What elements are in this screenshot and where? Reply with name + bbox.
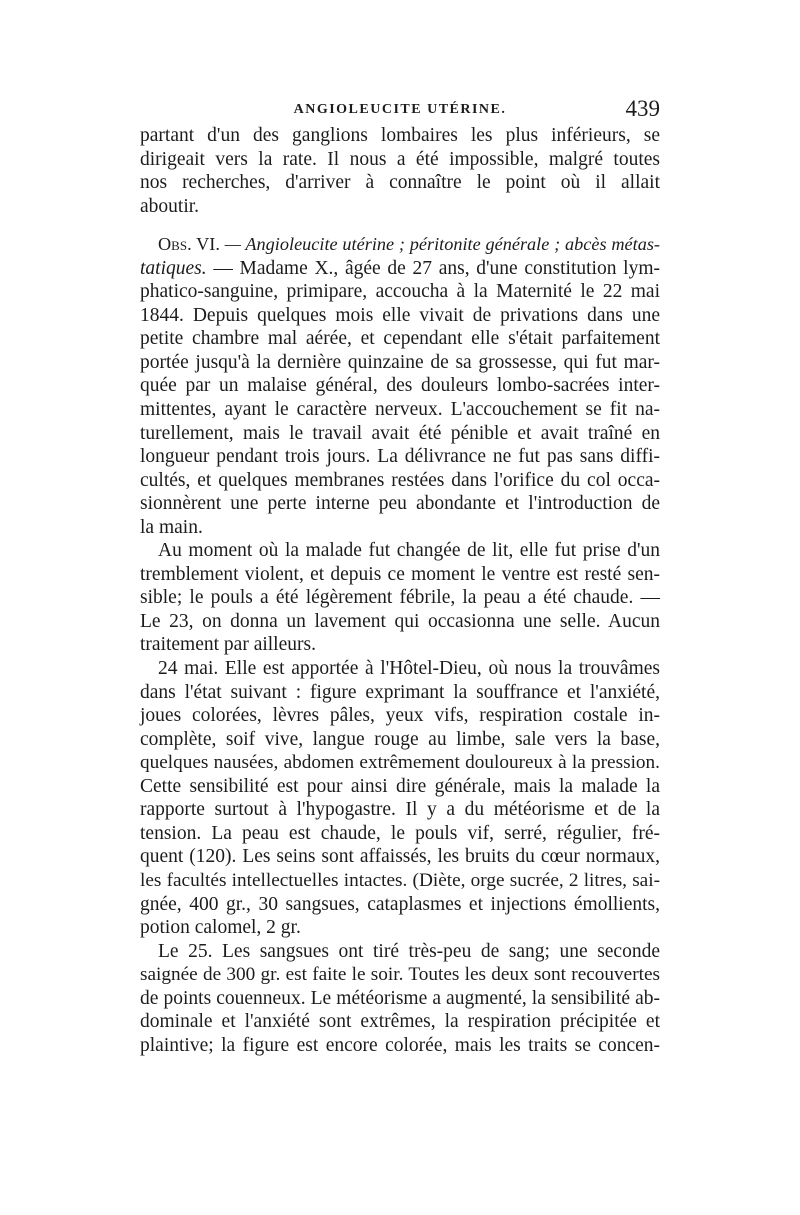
- text-line: Au moment où la malade fut changée de lit, elle fut prise d'un: [158, 540, 660, 562]
- text-line: aboutir.: [140, 195, 200, 217]
- text-line: turellement, mais le travail avait été pénible et avait traîné en: [140, 422, 660, 444]
- paragraph-gap: [140, 218, 660, 233]
- text-line: partant d'un des ganglions lombaires les plus inférieurs, se: [140, 125, 660, 146]
- text-line: les facultés intellectuelles intactes. (Diète, orge sucrée, 2 litres, sai-: [140, 869, 660, 891]
- page-number: 439: [625, 96, 660, 121]
- text-line: complète, soif vive, langue rouge au limbe, sale vers la base,: [140, 728, 660, 750]
- text-line: tension. La peau est chaude, le pouls vif, serré, régulier, fré-: [140, 822, 660, 844]
- text-line: rapporte surtout à l'hypogastre. Il y a du météorisme et de la: [140, 799, 660, 821]
- observation-title-end: tatiques.: [140, 257, 207, 279]
- text-line: gnée, 400 gr., 30 sangsues, cataplasmes et injections émollients,: [140, 893, 660, 915]
- paragraph: [140, 539, 660, 657]
- page-body: [140, 124, 660, 1057]
- text-line: mittentes, ayant le caractère nerveux. L'accouchement se fit na-: [140, 399, 660, 421]
- text-line: dans l'état suivant : figure exprimant la souffrance et l'anxiété,: [140, 681, 660, 703]
- paragraph-continuation: [140, 124, 660, 218]
- paragraph: [140, 940, 660, 1058]
- text-line: cultés, et quelques membranes restées dans l'orifice du col occa-: [140, 469, 660, 491]
- text-line: 24 mai. Elle est apportée à l'Hôtel-Dieu, où nous la trouvâmes: [158, 658, 660, 680]
- text-line: plaintive; la figure est encore colorée, mais les traits se concen-: [140, 1034, 660, 1056]
- text-line: sible; le pouls a été légèrement fébrile, la peau a été chaude. —: [140, 587, 660, 609]
- text-line: dirigeait vers la rate. Il nous a été impossible, malgré toutes: [140, 148, 660, 170]
- text-line: 1844. Depuis quelques mois elle vivait de privations dans une: [140, 304, 660, 326]
- text-line: quent (120). Les seins sont affaissés, les bruits du cœur normaux,: [140, 846, 660, 868]
- text-line: saignée de 300 gr. est faite le soir. Toutes les deux sont recouvertes: [140, 964, 660, 986]
- text-line: Le 25. Les sangsues ont tiré très-peu de sang; une seconde: [158, 940, 660, 962]
- text-line: phatico-sanguine, primipare, accoucha à la Maternité le 22 mai: [140, 281, 660, 303]
- observation-label: Obs. VI.: [158, 234, 220, 255]
- paragraph: [140, 657, 660, 940]
- text-line: petite chambre mal aérée, et cependant elle s'était parfaitement: [140, 328, 660, 350]
- page-header: [140, 96, 660, 126]
- text-line: dominale et l'anxiété sont extrêmes, la respiration précipitée et: [140, 1011, 660, 1033]
- running-title: ANGIOLEUCITE UTÉRINE.: [293, 102, 507, 117]
- observation-title: — Angioleucite utérine ; péritonite générale ; abcès métas-: [224, 234, 660, 255]
- observation-paragraph: [140, 233, 660, 539]
- text-line: la main.: [140, 516, 203, 538]
- observation-heading-line: [140, 233, 660, 257]
- text-line: portée jusqu'à la dernière quinzaine de sa grossesse, qui fut mar-: [140, 351, 660, 373]
- text-line: traitement par ailleurs.: [140, 634, 316, 656]
- text-line: sionnèrent une perte interne peu abondante et l'introduction de: [140, 493, 660, 515]
- observation-intro: — Madame X., âgée de 27 ans, d'une constitution lym-: [206, 257, 660, 279]
- text-line: Cette sensibilité est pour ainsi dire générale, mais la malade la: [140, 775, 660, 797]
- text-line: joues colorées, lèvres pâles, yeux vifs, respiration costale in-: [140, 705, 660, 727]
- text-line: potion calomel, 2 gr.: [140, 917, 301, 939]
- text-line: longueur pendant trois jours. La délivrance ne fut pas sans diffi-: [140, 446, 660, 468]
- text-line: nos recherches, d'arriver à connaître le point où il allait: [140, 172, 660, 194]
- text-line: Le 23, on donna un lavement qui occasionna une selle. Aucun: [140, 610, 660, 632]
- text-line: quée par un malaise général, des douleurs lombo-sacrées inter-: [140, 375, 660, 397]
- text-line: tremblement violent, et depuis ce moment le ventre est resté sen-: [140, 563, 660, 585]
- observation-heading-line: [140, 257, 660, 281]
- text-line: de points couenneux. Le météorisme a augmenté, la sensibilité ab-: [140, 987, 660, 1009]
- text-line: quelques nausées, abdomen extrêmement douloureux à la pression.: [140, 752, 660, 774]
